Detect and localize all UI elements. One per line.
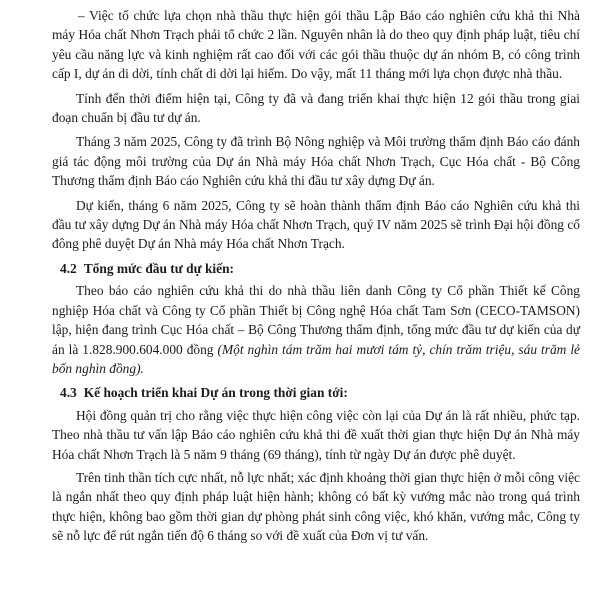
section-number: 4.3 — [60, 385, 77, 401]
investment-amount-words: (Một nghìn tám trăm hai mươi tám tỷ, chín trăm triệu, sáu trăm lẻ bốn nghìn đồng). — [52, 341, 580, 376]
paragraph-bidding-selection: – Việc tổ chức lựa chọn nhà thầu thực hiện gói thầu Lập Báo cáo nghiên cứu khả thi Nhà máy Hóa chất Nhơn Trạch phải tổ chức 2 lần. Nguyên nhân là do theo quy định pháp luật, tiêu chí yêu cầu năng lực và kinh nghiệm rất cao đối với các gói thầu thuộc dự án nhóm B, có công trình cấp I, dự án di dời, tính chất di dời lại hiếm. Do vậy, mất 11 tháng mới lựa chọn được nhà thầu. — [52, 8, 580, 82]
paragraph-june-2025: Dự kiến, tháng 6 năm 2025, Công ty sẽ hoàn thành thẩm định Báo cáo Nghiên cứu khả thi đầu tư xây dựng Dự án Nhà máy Hóa chất Nhơn Trạch, quý IV năm 2025 sẽ trình Đại hội đồng cổ đông phê duyệt Dự án Nhà máy Hóa chất Nhơn Trạch. — [52, 197, 580, 252]
section-heading-4-2 — [60, 259, 580, 278]
section-title: Kế hoạch triển khai Dự án trong thời gian tới: — [83, 385, 348, 401]
paragraph-march-2025: Tháng 3 năm 2025, Công ty đã trình Bộ Nông nghiệp và Môi trường thẩm định Báo cáo đánh giá tác động môi trường của Dự án Nhà máy Hóa chất Nhơn Trạch, Cục Hóa chất - Bộ Công Thương thẩm định Báo cáo Nghiên cứu khả thi đầu tư xây dựng Dự án. — [52, 134, 580, 189]
paragraph-bid-packages: Tính đến thời điểm hiện tại, Công ty đã và đang triển khai thực hiện 12 gói thầu trong giai đoạn chuẩn bị đầu tư dự án. — [52, 90, 580, 126]
section-title: Tổng mức đầu tư dự kiến: — [83, 260, 234, 276]
investment-text: Theo báo cáo nghiên cứu khả thi do nhà thầu liên danh Công ty Cổ phần Thiết kế Công nghiệp Hóa chất và Công ty Cổ phần Thiết bị Công nghệ Hóa chất Tam Sơn (CECO-TAMSON) lập, hiện đang trình Cục Hóa chất – Bộ Công Thương thẩm định, tổng mức đầu tư dự kiến của dự án là 1.828.900.604.000 đồng — [52, 283, 580, 357]
section-number: 4.2 — [60, 260, 77, 276]
paragraph-schedule-commitment: Trên tinh thần tích cực nhất, nỗ lực nhất; xác định khoảng thời gian thực hiện ở mỗi công việc là ngắn nhất theo quy định pháp luật hiện hành; không có bất kỳ vướng mắc nào trong quá trình thực hiện, không bao gồm thời gian dự phòng phát sinh công việc, khó khăn, vướng mắc, Công ty sẽ nỗ lực để rút ngắn tiến độ 6 tháng so với đề xuất của Đơn vị tư vấn. — [52, 469, 581, 544]
section-heading-4-3 — [60, 383, 580, 402]
paragraph-total-investment — [52, 281, 580, 378]
paragraph-board-opinion: Hội đồng quản trị cho rằng việc thực hiện công việc còn lại của Dự án là rất nhiều, phức tạp. Theo nhà thầu tư vấn lập Báo cáo nghiên cứu khả thi đề xuất thời gian thực hiện Dự án Nhà máy Hóa chất Nhơn Trạch là 5 năm 9 tháng (69 tháng), tính từ ngày Dự án được phê duyệt. — [52, 407, 580, 462]
